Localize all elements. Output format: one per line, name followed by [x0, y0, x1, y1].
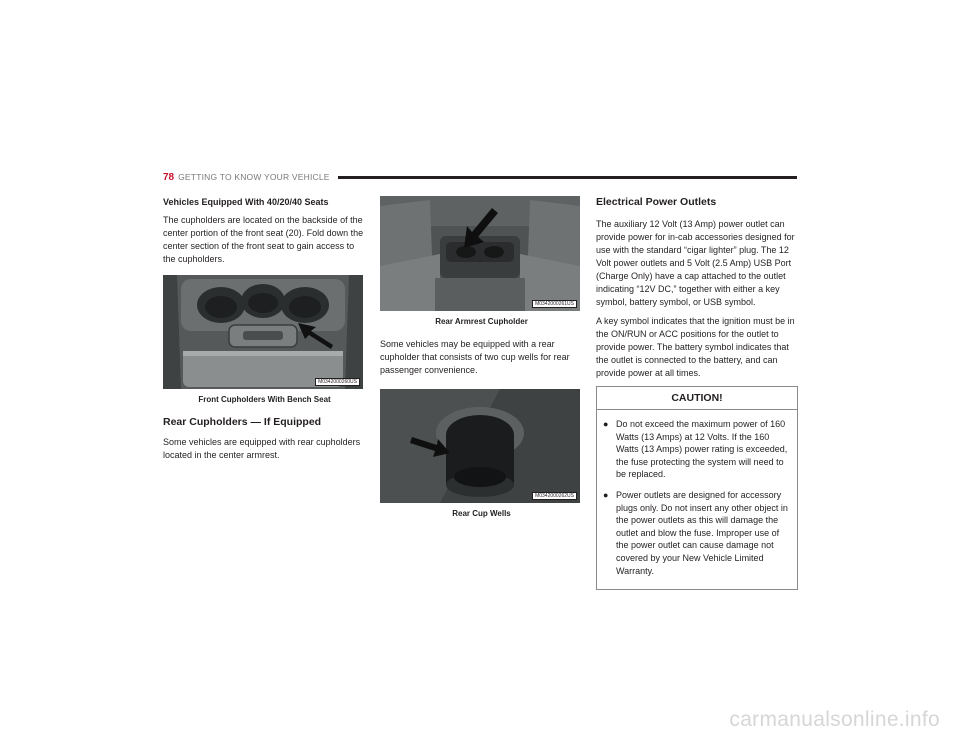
section-heading: Electrical Power Outlets	[596, 196, 717, 208]
subsection-heading: Vehicles Equipped With 40/20/40 Seats	[163, 197, 329, 207]
figure-caption: Rear Armrest Cupholder	[435, 317, 528, 326]
front-cupholders-photo	[163, 275, 363, 389]
body-paragraph: Some vehicles are equipped with rear cupholders located in the center armrest.	[163, 437, 361, 460]
page-header	[163, 170, 797, 184]
figure-code: M0342000262US	[532, 492, 577, 500]
bullet-icon: ●	[603, 419, 609, 429]
caution-list	[597, 410, 797, 589]
rear-armrest-illustration	[380, 196, 580, 311]
rear-cup-wells-illustration	[380, 389, 580, 503]
front-cupholders-illustration	[163, 275, 363, 389]
middle-column	[380, 196, 583, 530]
figure-code: M0342000261US	[532, 300, 577, 308]
figure-code: M0342000260US	[315, 378, 360, 386]
header-rule	[338, 176, 797, 179]
page-number: 78	[163, 171, 175, 183]
caution-item	[603, 489, 789, 577]
rear-armrest-cupholder-photo	[380, 196, 580, 311]
right-column	[596, 196, 800, 590]
watermark: carmanualsonline.info	[729, 708, 940, 731]
caution-item	[603, 418, 789, 481]
body-paragraph: A key symbol indicates that the ignition must be in the ON/RUN or ACC positions for the outlet to provide power. The battery symbol indicates that the outlet is connected to the battery, and can provide power at all times.	[596, 316, 795, 378]
body-paragraph: The cupholders are located on the backside of the center portion of the front seat (20). Fold down the center section of the front seat to gain access to the cupholders.	[163, 215, 364, 264]
caution-title: CAUTION!	[597, 387, 797, 410]
section-title: GETTING TO KNOW YOUR VEHICLE	[178, 172, 330, 182]
caution-box	[596, 386, 798, 590]
caution-text: Do not exceed the maximum power of 160 Watts (13 Amps) at 12 Volts. If the 160 Watts (13 Amps) power rating is exceeded, the fuse protecting the system will need to be replaced.	[616, 419, 788, 480]
body-paragraph: The auxiliary 12 Volt (13 Amp) power outlet can provide power for in-cab accessories designed for use with the standard “cigar lighter” plug. The 12 Volt power outlets and 5 Volt (2.5 Amp) USB Port (Charge Only) have a cap attached to the outlet indicating “12V DC,” together with either a key symbol, battery symbol, or USB symbol.	[596, 219, 795, 307]
figure-caption: Front Cupholders With Bench Seat	[198, 395, 331, 404]
section-heading: Rear Cupholders — If Equipped	[163, 416, 322, 428]
bullet-icon: ●	[603, 489, 609, 500]
left-column	[163, 196, 366, 468]
body-paragraph: Some vehicles may be equipped with a rear cupholder that consists of two cup wells for rear passenger convenience.	[380, 339, 570, 375]
figure-caption: Rear Cup Wells	[452, 509, 511, 518]
caution-text: Power outlets are designed for accessory plugs only. Do not insert any other object in the power outlets as this will damage the outlet and blow the fuse. Improper use of the power outlet can cause damage not covered by your New Vehicle Limited Warranty.	[616, 489, 788, 576]
rear-cup-wells-photo	[380, 389, 580, 503]
